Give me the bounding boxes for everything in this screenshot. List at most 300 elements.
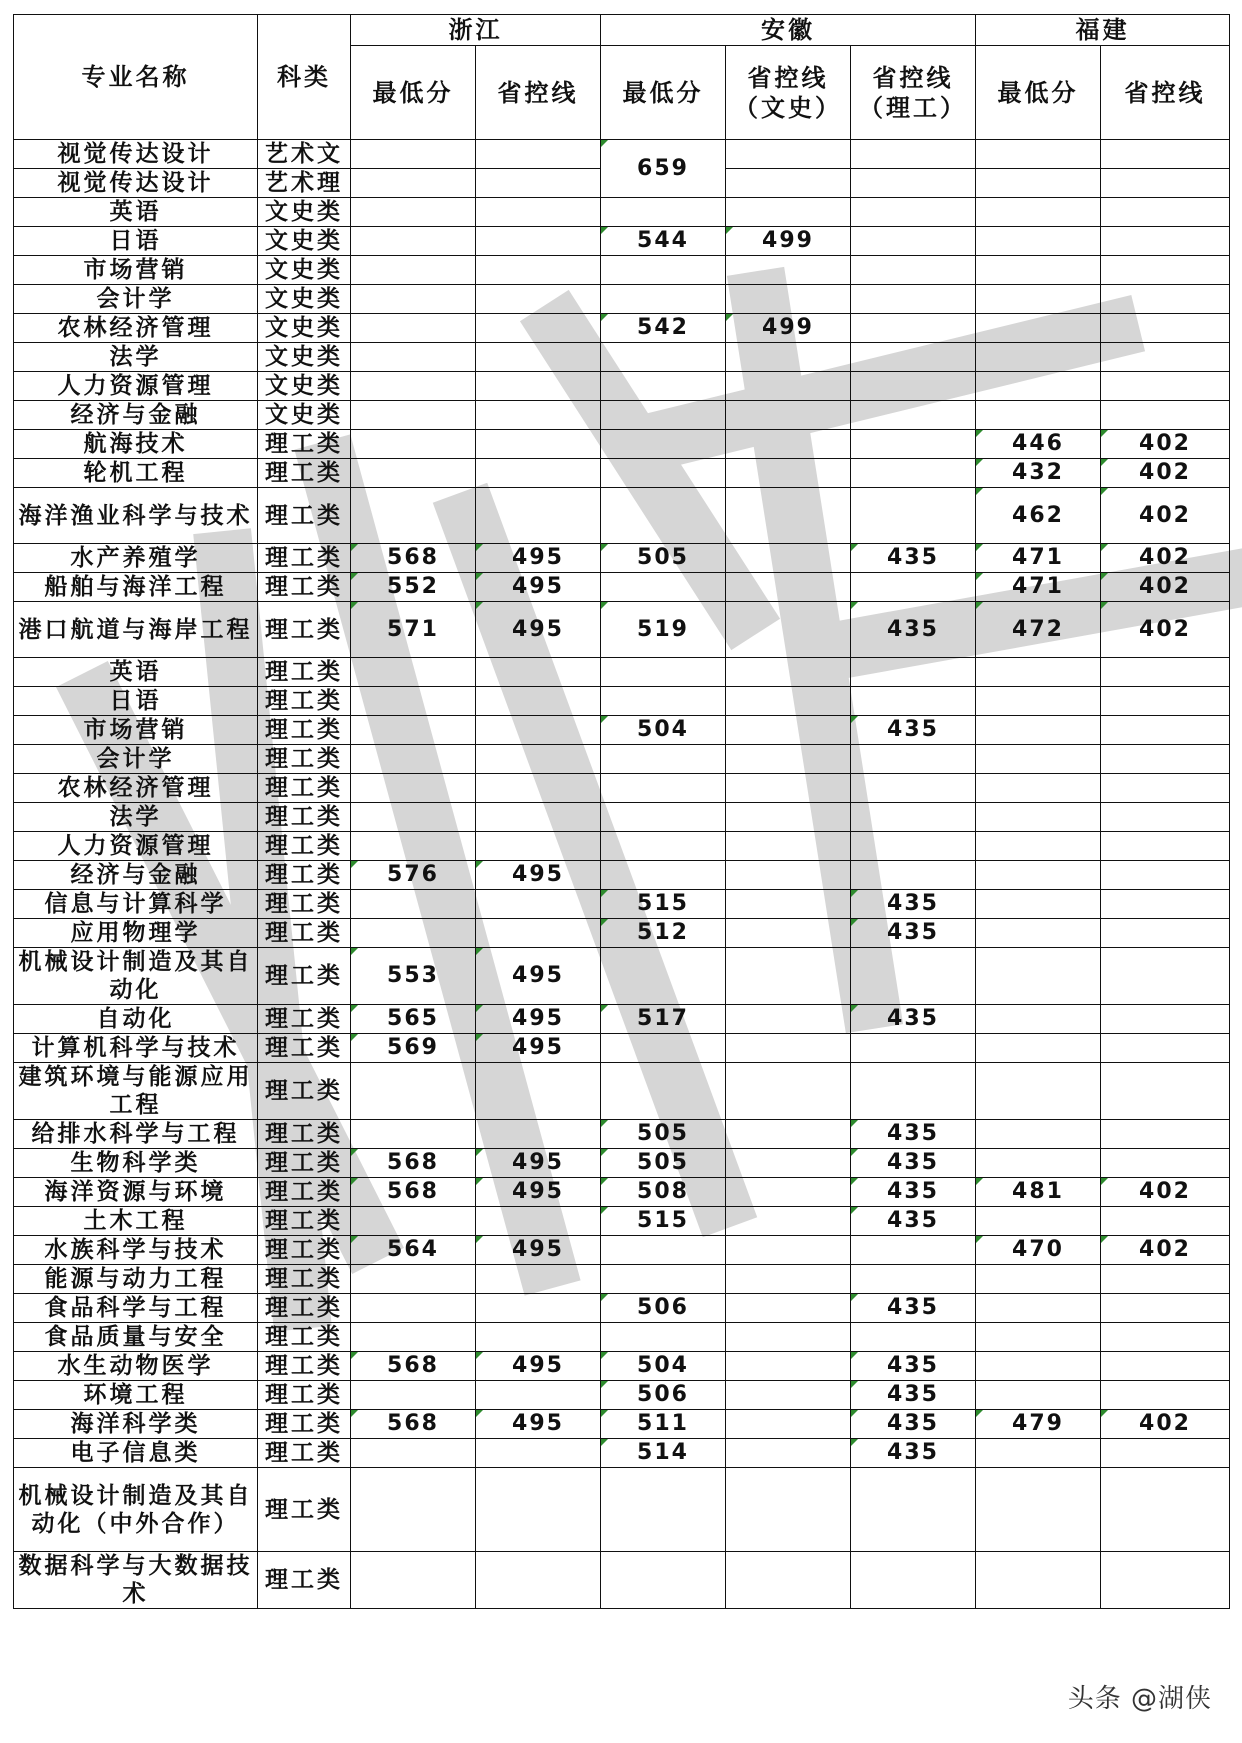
zhejiang-control-cell — [476, 285, 601, 314]
anhui-control-wenshi-cell — [726, 544, 851, 573]
fujian-control-cell — [1101, 774, 1230, 803]
zhejiang-min-cell — [351, 1381, 476, 1410]
zhejiang-min-cell: 568 — [351, 1149, 476, 1178]
header-province-fujian: 福建 — [976, 15, 1230, 46]
fujian-control-cell — [1101, 658, 1230, 687]
fujian-control-cell — [1101, 1381, 1230, 1410]
anhui-control-wenshi-cell — [726, 1063, 851, 1120]
anhui-control-ligong-cell — [851, 227, 976, 256]
anhui-control-wenshi-cell — [726, 658, 851, 687]
zhejiang-min-cell: 552 — [351, 573, 476, 602]
category-cell: 理工类 — [258, 1149, 351, 1178]
zhejiang-control-cell: 495 — [476, 1005, 601, 1034]
anhui-min-cell — [601, 1552, 726, 1609]
zhejiang-control-cell — [476, 256, 601, 285]
table-row — [14, 948, 1230, 1005]
anhui-min-cell: 514 — [601, 1439, 726, 1468]
anhui-control-wenshi-cell — [726, 919, 851, 948]
major-name-cell: 水族科学与技术 — [14, 1236, 258, 1265]
category-cell: 理工类 — [258, 488, 351, 544]
category-cell: 理工类 — [258, 1005, 351, 1034]
anhui-min-cell: 519 — [601, 602, 726, 658]
anhui-control-wenshi-cell — [726, 401, 851, 430]
fujian-min-cell — [976, 401, 1101, 430]
zhejiang-control-cell — [476, 488, 601, 544]
fujian-control-cell — [1101, 890, 1230, 919]
anhui-control-ligong-cell — [851, 1034, 976, 1063]
fujian-control-cell — [1101, 1323, 1230, 1352]
zhejiang-min-cell — [351, 140, 476, 169]
anhui-min-cell — [601, 861, 726, 890]
major-name-cell: 人力资源管理 — [14, 372, 258, 401]
fujian-min-cell: 446 — [976, 430, 1101, 459]
anhui-control-wenshi-cell — [726, 1265, 851, 1294]
fujian-min-cell — [976, 1294, 1101, 1323]
anhui-control-wenshi-cell — [726, 256, 851, 285]
table-row — [14, 1120, 1230, 1149]
anhui-min-cell: 508 — [601, 1178, 726, 1207]
anhui-control-wenshi-cell — [726, 1005, 851, 1034]
zhejiang-min-cell — [351, 716, 476, 745]
anhui-control-ligong-cell: 435 — [851, 1381, 976, 1410]
fujian-min-cell — [976, 658, 1101, 687]
fujian-control-cell — [1101, 256, 1230, 285]
category-cell: 理工类 — [258, 1468, 351, 1552]
anhui-control-ligong-cell — [851, 687, 976, 716]
anhui-control-wenshi-cell — [726, 1034, 851, 1063]
fujian-min-cell — [976, 1063, 1101, 1120]
anhui-control-wenshi-cell — [726, 832, 851, 861]
fujian-min-cell — [976, 1005, 1101, 1034]
anhui-min-cell — [601, 658, 726, 687]
anhui-control-wenshi-cell — [726, 1207, 851, 1236]
major-name-cell: 电子信息类 — [14, 1439, 258, 1468]
fujian-control-cell — [1101, 832, 1230, 861]
zhejiang-control-cell — [476, 1294, 601, 1323]
zhejiang-min-cell: 568 — [351, 1178, 476, 1207]
anhui-min-cell — [601, 285, 726, 314]
anhui-control-ligong-cell: 435 — [851, 544, 976, 573]
fujian-control-cell: 402 — [1101, 488, 1230, 544]
anhui-control-wenshi-cell — [726, 488, 851, 544]
anhui-min-cell — [601, 372, 726, 401]
zhejiang-min-cell — [351, 343, 476, 372]
anhui-min-cell — [601, 1034, 726, 1063]
anhui-control-ligong-cell — [851, 169, 976, 198]
category-cell: 理工类 — [258, 716, 351, 745]
anhui-control-wenshi-cell — [726, 774, 851, 803]
zhejiang-control-cell — [476, 169, 601, 198]
zhejiang-min-cell — [351, 890, 476, 919]
zhejiang-control-cell: 495 — [476, 1149, 601, 1178]
zhejiang-control-cell: 495 — [476, 861, 601, 890]
zhejiang-min-cell — [351, 1468, 476, 1552]
zhejiang-min-cell — [351, 1439, 476, 1468]
category-cell: 理工类 — [258, 1439, 351, 1468]
fujian-min-cell — [976, 1352, 1101, 1381]
zhejiang-control-cell — [476, 1552, 601, 1609]
anhui-control-ligong-cell — [851, 372, 976, 401]
zhejiang-control-cell — [476, 372, 601, 401]
anhui-control-ligong-cell — [851, 1236, 976, 1265]
major-name-cell: 水产养殖学 — [14, 544, 258, 573]
table-row — [14, 285, 1230, 314]
zhejiang-control-cell — [476, 343, 601, 372]
fujian-control-cell — [1101, 1034, 1230, 1063]
header-zhejiang-min: 最低分 — [351, 46, 476, 140]
anhui-control-wenshi-cell — [726, 861, 851, 890]
major-name-cell: 海洋资源与环境 — [14, 1178, 258, 1207]
table-row — [14, 1410, 1230, 1439]
major-name-cell: 食品质量与安全 — [14, 1323, 258, 1352]
category-cell: 文史类 — [258, 343, 351, 372]
major-name-cell: 市场营销 — [14, 256, 258, 285]
anhui-min-cell: 506 — [601, 1381, 726, 1410]
fujian-min-cell — [976, 803, 1101, 832]
fujian-min-cell: 471 — [976, 544, 1101, 573]
major-name-cell: 给排水科学与工程 — [14, 1120, 258, 1149]
anhui-control-ligong-cell — [851, 256, 976, 285]
anhui-min-cell — [601, 573, 726, 602]
zhejiang-control-cell: 495 — [476, 1410, 601, 1439]
anhui-control-ligong-cell — [851, 948, 976, 1005]
zhejiang-min-cell — [351, 314, 476, 343]
zhejiang-min-cell — [351, 658, 476, 687]
major-name-cell: 视觉传达设计 — [14, 140, 258, 169]
table-row — [14, 573, 1230, 602]
fujian-min-cell — [976, 1034, 1101, 1063]
zhejiang-control-cell — [476, 1323, 601, 1352]
table-row — [14, 1236, 1230, 1265]
zhejiang-min-cell — [351, 227, 476, 256]
zhejiang-control-cell: 495 — [476, 1178, 601, 1207]
fujian-min-cell — [976, 285, 1101, 314]
anhui-min-cell: 542 — [601, 314, 726, 343]
table-body — [14, 140, 1230, 1609]
zhejiang-min-cell — [351, 256, 476, 285]
anhui-control-ligong-cell — [851, 658, 976, 687]
category-cell: 理工类 — [258, 430, 351, 459]
anhui-min-cell: 505 — [601, 544, 726, 573]
zhejiang-min-cell — [351, 919, 476, 948]
zhejiang-control-cell — [476, 1381, 601, 1410]
anhui-control-wenshi-cell — [726, 1352, 851, 1381]
table-row — [14, 658, 1230, 687]
anhui-control-wenshi-cell — [726, 1120, 851, 1149]
table-row — [14, 256, 1230, 285]
zhejiang-control-cell — [476, 140, 601, 169]
anhui-control-ligong-cell — [851, 430, 976, 459]
zhejiang-min-cell: 571 — [351, 602, 476, 658]
anhui-control-ligong-cell: 435 — [851, 1439, 976, 1468]
zhejiang-min-cell — [351, 372, 476, 401]
anhui-min-cell: 506 — [601, 1294, 726, 1323]
zhejiang-control-cell: 495 — [476, 602, 601, 658]
fujian-control-cell — [1101, 1294, 1230, 1323]
category-cell: 理工类 — [258, 459, 351, 488]
fujian-control-cell — [1101, 745, 1230, 774]
major-name-cell: 经济与金融 — [14, 861, 258, 890]
table-row — [14, 488, 1230, 544]
table-row — [14, 774, 1230, 803]
major-name-cell: 建筑环境与能源应用工程 — [14, 1063, 258, 1120]
fujian-control-cell: 402 — [1101, 430, 1230, 459]
fujian-control-cell: 402 — [1101, 602, 1230, 658]
table-row — [14, 1005, 1230, 1034]
anhui-control-ligong-cell — [851, 401, 976, 430]
fujian-control-cell — [1101, 1005, 1230, 1034]
anhui-control-ligong-cell — [851, 140, 976, 169]
header-province-zhejiang: 浙江 — [351, 15, 601, 46]
major-name-cell: 食品科学与工程 — [14, 1294, 258, 1323]
header-province-anhui: 安徽 — [601, 15, 976, 46]
fujian-control-cell — [1101, 343, 1230, 372]
zhejiang-min-cell: 568 — [351, 544, 476, 573]
anhui-control-ligong-cell: 435 — [851, 1207, 976, 1236]
fujian-control-cell — [1101, 1149, 1230, 1178]
zhejiang-min-cell — [351, 1063, 476, 1120]
category-cell: 理工类 — [258, 1410, 351, 1439]
zhejiang-min-cell — [351, 430, 476, 459]
fujian-control-cell — [1101, 401, 1230, 430]
major-name-cell: 视觉传达设计 — [14, 169, 258, 198]
category-cell: 理工类 — [258, 1323, 351, 1352]
fujian-min-cell — [976, 832, 1101, 861]
anhui-control-ligong-cell — [851, 803, 976, 832]
zhejiang-min-cell — [351, 169, 476, 198]
fujian-min-cell — [976, 948, 1101, 1005]
anhui-min-cell — [601, 774, 726, 803]
anhui-control-ligong-cell — [851, 1468, 976, 1552]
anhui-min-cell: 544 — [601, 227, 726, 256]
anhui-control-wenshi-cell — [726, 169, 851, 198]
category-cell: 理工类 — [258, 861, 351, 890]
fujian-min-cell: 481 — [976, 1178, 1101, 1207]
zhejiang-min-cell — [351, 687, 476, 716]
major-name-cell: 港口航道与海岸工程 — [14, 602, 258, 658]
table-row — [14, 430, 1230, 459]
fujian-min-cell — [976, 1381, 1101, 1410]
fujian-min-cell — [976, 227, 1101, 256]
major-name-cell: 水生动物医学 — [14, 1352, 258, 1381]
fujian-control-cell: 402 — [1101, 1178, 1230, 1207]
fujian-min-cell — [976, 1552, 1101, 1609]
fujian-control-cell — [1101, 1207, 1230, 1236]
fujian-min-cell — [976, 343, 1101, 372]
zhejiang-control-cell — [476, 658, 601, 687]
anhui-min-cell — [601, 256, 726, 285]
fujian-min-cell — [976, 1439, 1101, 1468]
category-cell: 理工类 — [258, 1294, 351, 1323]
anhui-min-cell — [601, 687, 726, 716]
major-name-cell: 应用物理学 — [14, 919, 258, 948]
zhejiang-min-cell: 564 — [351, 1236, 476, 1265]
anhui-min-cell — [601, 401, 726, 430]
table-row — [14, 687, 1230, 716]
category-cell: 理工类 — [258, 919, 351, 948]
zhejiang-min-cell — [351, 745, 476, 774]
category-cell: 理工类 — [258, 1236, 351, 1265]
fujian-min-cell — [976, 687, 1101, 716]
anhui-control-wenshi-cell — [726, 1552, 851, 1609]
anhui-control-ligong-cell — [851, 488, 976, 544]
table-row — [14, 890, 1230, 919]
anhui-control-wenshi-cell — [726, 1236, 851, 1265]
major-name-cell: 数据科学与大数据技术 — [14, 1552, 258, 1609]
anhui-min-cell: 517 — [601, 1005, 726, 1034]
anhui-min-cell — [601, 343, 726, 372]
category-cell: 理工类 — [258, 544, 351, 573]
fujian-min-cell — [976, 1323, 1101, 1352]
table-row — [14, 716, 1230, 745]
fujian-min-cell — [976, 716, 1101, 745]
anhui-min-cell — [601, 832, 726, 861]
category-cell: 理工类 — [258, 1381, 351, 1410]
major-name-cell: 法学 — [14, 343, 258, 372]
table-row — [14, 1468, 1230, 1552]
major-name-cell: 海洋渔业科学与技术 — [14, 488, 258, 544]
anhui-control-ligong-cell: 435 — [851, 1149, 976, 1178]
table-row — [14, 1439, 1230, 1468]
major-name-cell: 法学 — [14, 803, 258, 832]
table-row — [14, 1178, 1230, 1207]
zhejiang-min-cell — [351, 198, 476, 227]
zhejiang-control-cell — [476, 1468, 601, 1552]
zhejiang-control-cell — [476, 1207, 601, 1236]
zhejiang-control-cell — [476, 774, 601, 803]
fujian-control-cell — [1101, 1439, 1230, 1468]
header-major: 专业名称 — [14, 15, 258, 140]
fujian-min-cell: 472 — [976, 602, 1101, 658]
fujian-control-cell — [1101, 169, 1230, 198]
fujian-control-cell — [1101, 919, 1230, 948]
anhui-control-ligong-cell — [851, 1265, 976, 1294]
major-name-cell: 会计学 — [14, 745, 258, 774]
anhui-min-cell: 659 — [601, 140, 726, 198]
fujian-control-cell — [1101, 140, 1230, 169]
anhui-min-cell — [601, 198, 726, 227]
anhui-control-wenshi-cell — [726, 372, 851, 401]
major-name-cell: 英语 — [14, 198, 258, 227]
table-row — [14, 803, 1230, 832]
zhejiang-control-cell: 495 — [476, 573, 601, 602]
category-cell: 理工类 — [258, 745, 351, 774]
anhui-control-wenshi-cell — [726, 1323, 851, 1352]
fujian-control-cell — [1101, 1265, 1230, 1294]
category-cell: 理工类 — [258, 1265, 351, 1294]
fujian-min-cell — [976, 140, 1101, 169]
fujian-control-cell — [1101, 861, 1230, 890]
fujian-min-cell: 462 — [976, 488, 1101, 544]
anhui-control-ligong-cell — [851, 1552, 976, 1609]
anhui-control-wenshi-cell — [726, 687, 851, 716]
major-name-cell: 会计学 — [14, 285, 258, 314]
zhejiang-control-cell — [476, 430, 601, 459]
anhui-min-cell — [601, 1236, 726, 1265]
anhui-control-wenshi-cell — [726, 1149, 851, 1178]
zhejiang-control-cell — [476, 1120, 601, 1149]
fujian-min-cell — [976, 890, 1101, 919]
anhui-control-ligong-cell: 435 — [851, 1120, 976, 1149]
zhejiang-min-cell: 568 — [351, 1352, 476, 1381]
category-cell: 文史类 — [258, 401, 351, 430]
fujian-control-cell: 402 — [1101, 573, 1230, 602]
category-cell: 理工类 — [258, 890, 351, 919]
fujian-min-cell: 470 — [976, 1236, 1101, 1265]
fujian-min-cell — [976, 745, 1101, 774]
anhui-control-wenshi-cell — [726, 602, 851, 658]
anhui-control-ligong-cell — [851, 1063, 976, 1120]
fujian-min-cell — [976, 169, 1101, 198]
zhejiang-control-cell: 495 — [476, 544, 601, 573]
zhejiang-min-cell: 569 — [351, 1034, 476, 1063]
category-cell: 文史类 — [258, 227, 351, 256]
zhejiang-control-cell — [476, 745, 601, 774]
anhui-control-wenshi-cell — [726, 716, 851, 745]
anhui-min-cell: 515 — [601, 1207, 726, 1236]
fujian-min-cell — [976, 1265, 1101, 1294]
table-row — [14, 1552, 1230, 1609]
fujian-control-cell — [1101, 1352, 1230, 1381]
anhui-control-wenshi-cell — [726, 1178, 851, 1207]
source-credit: 头条 @湖侠 — [1067, 1684, 1212, 1714]
fujian-min-cell — [976, 372, 1101, 401]
table-row — [14, 1063, 1230, 1120]
major-name-cell: 计算机科学与技术 — [14, 1034, 258, 1063]
admission-score-table — [13, 14, 1230, 1609]
fujian-min-cell — [976, 1149, 1101, 1178]
major-name-cell: 土木工程 — [14, 1207, 258, 1236]
zhejiang-control-cell: 495 — [476, 948, 601, 1005]
anhui-min-cell — [601, 803, 726, 832]
anhui-min-cell — [601, 1265, 726, 1294]
table-row — [14, 1381, 1230, 1410]
zhejiang-min-cell — [351, 1552, 476, 1609]
anhui-min-cell: 505 — [601, 1149, 726, 1178]
anhui-min-cell: 505 — [601, 1120, 726, 1149]
anhui-control-wenshi-cell: 499 — [726, 227, 851, 256]
anhui-control-ligong-cell: 435 — [851, 602, 976, 658]
fujian-control-cell — [1101, 716, 1230, 745]
admission-score-table-container — [13, 14, 1230, 1609]
anhui-control-ligong-cell — [851, 198, 976, 227]
table-row — [14, 1265, 1230, 1294]
major-name-cell: 日语 — [14, 227, 258, 256]
fujian-control-cell — [1101, 1063, 1230, 1120]
zhejiang-control-cell — [476, 459, 601, 488]
anhui-min-cell: 504 — [601, 1352, 726, 1381]
zhejiang-min-cell — [351, 774, 476, 803]
fujian-control-cell — [1101, 372, 1230, 401]
fujian-control-cell — [1101, 687, 1230, 716]
major-name-cell: 经济与金融 — [14, 401, 258, 430]
header-zhejiang-control: 省控线 — [476, 46, 601, 140]
category-cell: 理工类 — [258, 948, 351, 1005]
table-row — [14, 1352, 1230, 1381]
anhui-control-wenshi-cell — [726, 430, 851, 459]
zhejiang-control-cell — [476, 1265, 601, 1294]
fujian-min-cell — [976, 256, 1101, 285]
anhui-control-ligong-cell — [851, 1323, 976, 1352]
anhui-min-cell — [601, 1323, 726, 1352]
category-cell: 理工类 — [258, 1063, 351, 1120]
table-row — [14, 919, 1230, 948]
table-row — [14, 343, 1230, 372]
anhui-control-wenshi-cell — [726, 1410, 851, 1439]
anhui-control-wenshi-cell — [726, 1439, 851, 1468]
major-name-cell: 日语 — [14, 687, 258, 716]
anhui-min-cell — [601, 948, 726, 1005]
